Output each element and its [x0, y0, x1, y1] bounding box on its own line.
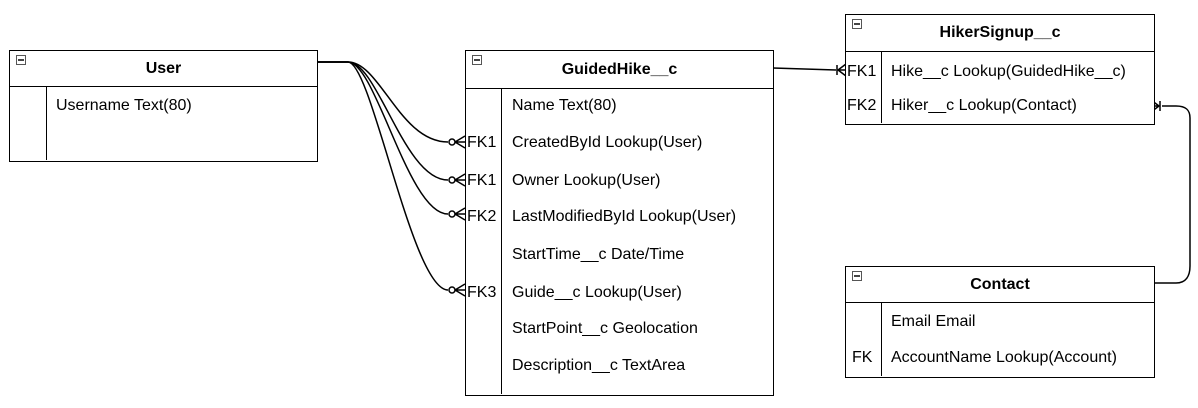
field-label: Name Text(80): [512, 97, 617, 114]
field-key: FK1: [467, 134, 497, 151]
rel-user-guide: [318, 62, 448, 290]
entity-body: [846, 52, 1154, 123]
entity-body: [466, 89, 773, 394]
entity-header: [466, 51, 773, 89]
field-key: FK2: [467, 208, 497, 225]
field-key: FK3: [467, 284, 497, 301]
entity-title: GuidedHike__c: [561, 60, 678, 78]
field-label: LastModifiedById Lookup(User): [512, 208, 737, 225]
field-label: AccountName Lookup(Account): [891, 349, 1117, 366]
entity-guided-hike[interactable]: [465, 50, 774, 396]
entity-contact[interactable]: [845, 266, 1155, 378]
field-label: Owner Lookup(User): [512, 172, 661, 189]
field-label: CreatedById Lookup(User): [512, 134, 703, 151]
crowfoot-createdby: [449, 136, 465, 148]
field-label: Hiker__c Lookup(Contact): [891, 97, 1077, 114]
crowfoot-lastmodified: [449, 208, 465, 220]
rel-user-owner: [318, 62, 448, 180]
field-label: Hike__c Lookup(GuidedHike__c): [891, 63, 1126, 80]
field-key: FK2: [847, 97, 877, 114]
entity-title: Contact: [970, 275, 1030, 293]
field-key: FK: [852, 349, 873, 366]
crowfoot-guide: [449, 284, 465, 296]
field-label: Username Text(80): [56, 97, 192, 114]
entity-title: HikerSignup__c: [939, 24, 1061, 41]
rel-guidedhike-hike: [773, 68, 836, 70]
field-label: Description__c TextArea: [512, 357, 686, 374]
entity-hiker-signup[interactable]: [845, 14, 1155, 125]
field-label: Guide__c Lookup(User): [512, 284, 682, 301]
entity-user[interactable]: [9, 50, 318, 162]
entity-title: User: [145, 59, 182, 77]
field-label: StartTime__c Date/Time: [512, 246, 685, 263]
field-label: StartPoint__c Geolocation: [512, 320, 698, 337]
entity-body: [846, 303, 1154, 376]
rel-contact-hiker: [1155, 106, 1190, 283]
key-column: [10, 87, 47, 160]
entity-header: [846, 267, 1154, 303]
entity-header: [846, 15, 1154, 52]
field-label: Email Email: [891, 313, 976, 330]
entity-body: [10, 87, 317, 160]
field-key: FK1: [847, 63, 877, 80]
field-key: FK1: [467, 172, 497, 189]
entity-header: [10, 51, 317, 87]
crowfoot-owner: [449, 174, 465, 186]
